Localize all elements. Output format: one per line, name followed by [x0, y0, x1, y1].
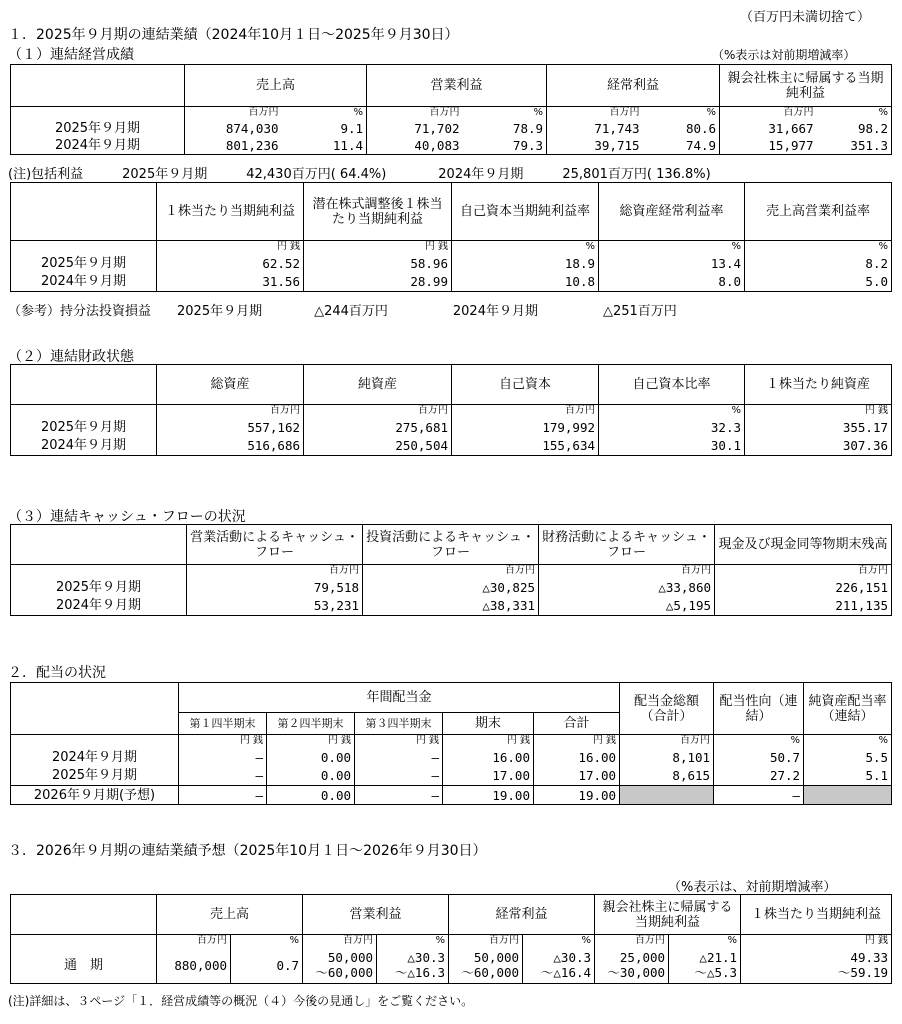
cell: 71,743	[547, 120, 643, 137]
cell-shaded	[620, 786, 714, 805]
cell: 32.3	[599, 418, 745, 437]
head-op-margin: 売上高営業利益率	[745, 183, 892, 241]
unit: %	[817, 107, 892, 120]
cell: 8.2	[745, 254, 892, 273]
cell: 8,615	[620, 767, 714, 786]
cell: 0.00	[267, 748, 355, 767]
row-label: 通 期	[11, 948, 157, 984]
unit: %	[377, 935, 449, 948]
cell: 31,667	[720, 120, 817, 137]
section3-sub: （３）連結キャッシュ・フローの状況	[8, 509, 246, 525]
unit: 百万円	[715, 565, 892, 578]
table-row	[11, 767, 892, 786]
head-ord-profit: 経常利益	[547, 65, 720, 107]
cell: 0.7	[231, 948, 303, 984]
cell: 211,135	[715, 597, 892, 616]
head-eps: １株当たり当期純利益	[741, 895, 892, 935]
cell: 30.1	[599, 437, 745, 456]
cell: 40,083	[367, 137, 463, 155]
cell: ～30,000	[607, 965, 666, 981]
unit: %	[643, 107, 720, 120]
cell: ～59.19	[837, 965, 889, 981]
cell: 71,702	[367, 120, 463, 137]
cell: 39,715	[547, 137, 643, 155]
unit: 円 銭	[304, 241, 452, 254]
cell: △5,195	[539, 597, 715, 616]
row-label: 2024年９月期	[11, 273, 157, 292]
row-label: 2025年９月期	[11, 120, 185, 137]
cell: 275,681	[304, 418, 452, 437]
unit: 円 銭	[443, 735, 534, 748]
cell: 49.33	[850, 950, 889, 966]
unit: %	[714, 735, 804, 748]
cell: 16.00	[534, 748, 620, 767]
head-sales: 売上高	[157, 895, 303, 935]
cell: ―	[355, 786, 443, 805]
head-q1: 第１四半期末	[179, 713, 267, 735]
cell: 74.9	[643, 137, 720, 155]
pct-note: （%表示は対前期増減率）	[712, 48, 856, 62]
unit: %	[523, 935, 595, 948]
row-label: 2024年９月期	[11, 137, 185, 155]
head-equity: 自己資本	[452, 365, 599, 405]
head-q3: 第３四半期末	[355, 713, 443, 735]
cell: 250,504	[304, 437, 452, 456]
head-op-profit: 営業利益	[367, 65, 547, 107]
head-eps: １株当たり当期純利益	[157, 183, 304, 241]
cell: ―	[179, 748, 267, 767]
cell: 58.96	[304, 254, 452, 273]
cell: ～△16.4	[540, 965, 592, 981]
row-label: 2026年９月期(予想)	[11, 786, 179, 805]
cell: 355.17	[745, 418, 892, 437]
unit-note: （百万円未満切捨て）	[740, 10, 871, 25]
head-total-dividend: 配当金総額（合計）	[620, 683, 714, 735]
head-op-profit: 営業利益	[303, 895, 449, 935]
unit: 円 銭	[157, 241, 304, 254]
row-label: 2024年９月期	[11, 597, 187, 616]
unit: 百万円	[449, 935, 523, 948]
row-label: 2024年９月期	[11, 748, 179, 767]
cell: △30.3	[407, 950, 446, 966]
head-total: 合計	[534, 713, 620, 735]
head-bps: １株当たり純資産	[745, 365, 892, 405]
head-operating-cf: 営業活動によるキャッシュ・フロー	[187, 525, 363, 565]
unit: 百万円	[185, 107, 282, 120]
cell: 53,231	[187, 597, 363, 616]
cell: 874,030	[185, 120, 282, 137]
unit: 百万円	[620, 735, 714, 748]
unit: 円 銭	[267, 735, 355, 748]
cell: 307.36	[745, 437, 892, 456]
unit: 百万円	[367, 107, 463, 120]
cell: 5.1	[804, 767, 892, 786]
cell: 13.4	[599, 254, 745, 273]
cell: 19.00	[443, 786, 534, 805]
table-row	[11, 254, 892, 273]
cell: 98.2	[817, 120, 892, 137]
table-row	[11, 273, 892, 292]
cash-flow-table	[10, 524, 892, 616]
cell: ―	[355, 767, 443, 786]
cell: 5.0	[745, 273, 892, 292]
cell: 516,686	[157, 437, 304, 456]
equity-method-note: （参考）持分法投資損益 2025年９月期 △244百万円 2024年９月期 △251百万円	[8, 304, 677, 319]
unit: %	[599, 241, 745, 254]
cell: ～△16.3	[394, 965, 446, 981]
head-sales: 売上高	[185, 65, 367, 107]
unit: 百万円	[157, 405, 304, 418]
table-row	[11, 786, 892, 805]
row-label: 2025年９月期	[11, 578, 187, 597]
cell: 50,000	[327, 950, 374, 966]
head-q2: 第２四半期末	[267, 713, 355, 735]
cell: △30,825	[363, 578, 539, 597]
unit: 百万円	[303, 935, 377, 948]
cell: 78.9	[463, 120, 547, 137]
dividend-title: ２．配当の状況	[8, 665, 106, 681]
table-row	[11, 597, 892, 616]
cell: 801,236	[185, 137, 282, 155]
forecast-pct-note: （%表示は、対前期増減率）	[668, 880, 837, 895]
head-equity-ratio: 自己資本比率	[599, 365, 745, 405]
unit: 百万円	[720, 107, 817, 120]
cell: 8,101	[620, 748, 714, 767]
cell: 79.3	[463, 137, 547, 155]
unit: %	[599, 405, 745, 418]
cell: 16.00	[443, 748, 534, 767]
unit: 円 銭	[745, 405, 892, 418]
unit-blank	[11, 107, 185, 120]
table-row	[11, 137, 892, 155]
head-net-profit: 親会社株主に帰属する当期純利益	[720, 65, 892, 107]
cell: 8.0	[599, 273, 745, 292]
cell: ―	[179, 786, 267, 805]
head-year-end: 期末	[443, 713, 534, 735]
forecast-title: ３．2026年９月期の連結業績予想（2025年10月１日～2026年９月30日）	[8, 843, 487, 859]
cell: 15,977	[720, 137, 817, 155]
head-ord-profit: 経常利益	[449, 895, 595, 935]
cell: 557,162	[157, 418, 304, 437]
comprehensive-income-note: (注)包括利益 2025年９月期 42,430百万円( 64.4%) 2024年９月期 25,801百万円( 136.8%)	[8, 167, 711, 182]
per-share-table	[10, 182, 892, 292]
cell: 17.00	[534, 767, 620, 786]
cell: 79,518	[187, 578, 363, 597]
unit: %	[804, 735, 892, 748]
cell: 50,000	[473, 950, 520, 966]
operating-results-table	[10, 64, 892, 155]
dividend-table	[10, 682, 892, 805]
table-row	[11, 748, 892, 767]
cell: 0.00	[267, 786, 355, 805]
cell: 62.52	[157, 254, 304, 273]
cell: ―	[179, 767, 267, 786]
head-payout-ratio: 配当性向（連結）	[714, 683, 804, 735]
cell: 80.6	[643, 120, 720, 137]
cell: ～60,000	[461, 965, 520, 981]
section1-sub: （１）連結経営成績	[8, 47, 134, 63]
head-cash-balance: 現金及び現金同等物期末残高	[715, 525, 892, 565]
cell: 17.00	[443, 767, 534, 786]
cell-shaded	[804, 786, 892, 805]
financial-position-table	[10, 364, 892, 456]
cell: ―	[714, 786, 804, 805]
unit: %	[669, 935, 741, 948]
unit: 円 銭	[179, 735, 267, 748]
cell: 10.8	[452, 273, 599, 292]
head-investing-cf: 投資活動によるキャッシュ・フロー	[363, 525, 539, 565]
table-row	[11, 948, 892, 984]
cell: △21.1	[699, 950, 738, 966]
unit: %	[745, 241, 892, 254]
head-diluted-eps: 潜在株式調整後１株当たり当期純利益	[304, 183, 452, 241]
row-label: 2025年９月期	[11, 418, 157, 437]
cell: ―	[355, 748, 443, 767]
section2-sub: （２）連結財政状態	[8, 349, 134, 365]
head-financing-cf: 財務活動によるキャッシュ・フロー	[539, 525, 715, 565]
cell: △30.3	[553, 950, 592, 966]
cell: 19.00	[534, 786, 620, 805]
blank-head	[11, 183, 157, 241]
head-net-profit: 親会社株主に帰属する当期純利益	[595, 895, 741, 935]
head-doe: 純資産配当率（連結）	[804, 683, 892, 735]
head-annual-dividend: 年間配当金	[179, 683, 620, 713]
unit: 百万円	[363, 565, 539, 578]
cell: 351.3	[817, 137, 892, 155]
unit: 百万円	[157, 935, 231, 948]
cell: 9.1	[282, 120, 367, 137]
cell: △33,860	[539, 578, 715, 597]
row-label: 2025年９月期	[11, 767, 179, 786]
cell: ～60,000	[315, 965, 374, 981]
cell: 27.2	[714, 767, 804, 786]
cell: 11.4	[282, 137, 367, 155]
cell: 50.7	[714, 748, 804, 767]
unit: 百万円	[595, 935, 669, 948]
cell: △38,331	[363, 597, 539, 616]
forecast-footnote: (注)詳細は、３ページ「１．経営成績等の概況（４）今後の見通し」をご覧ください。	[8, 994, 474, 1008]
unit: 百万円	[304, 405, 452, 418]
row-label: 2025年９月期	[11, 254, 157, 273]
unit: 円 銭	[741, 935, 892, 948]
unit: 円 銭	[355, 735, 443, 748]
cell: 880,000	[157, 948, 231, 984]
cell: 179,992	[452, 418, 599, 437]
unit: 百万円	[539, 565, 715, 578]
table-row	[11, 437, 892, 456]
cell: 155,634	[452, 437, 599, 456]
cell: 226,151	[715, 578, 892, 597]
cell: 31.56	[157, 273, 304, 292]
head-roe: 自己資本当期純利益率	[452, 183, 599, 241]
unit: %	[452, 241, 599, 254]
unit: 百万円	[187, 565, 363, 578]
unit: %	[282, 107, 367, 120]
cell: 25,000	[619, 950, 666, 966]
head-total-assets: 総資産	[157, 365, 304, 405]
cell: ～△5.3	[694, 965, 738, 981]
cell: 0.00	[267, 767, 355, 786]
head-net-assets: 純資産	[304, 365, 452, 405]
cell: 28.99	[304, 273, 452, 292]
unit: 円 銭	[534, 735, 620, 748]
head-roa: 総資産経常利益率	[599, 183, 745, 241]
table-row	[11, 418, 892, 437]
table-row	[11, 120, 892, 137]
unit: %	[463, 107, 547, 120]
cell: 18.9	[452, 254, 599, 273]
row-label: 2024年９月期	[11, 437, 157, 456]
section1-title: １．2025年９月期の連結業績（2024年10月１日～2025年９月30日）	[8, 27, 459, 43]
blank-head	[11, 65, 185, 107]
unit: 百万円	[547, 107, 643, 120]
unit: %	[231, 935, 303, 948]
forecast-table	[10, 894, 892, 984]
table-row	[11, 578, 892, 597]
cell: 5.5	[804, 748, 892, 767]
unit: 百万円	[452, 405, 599, 418]
